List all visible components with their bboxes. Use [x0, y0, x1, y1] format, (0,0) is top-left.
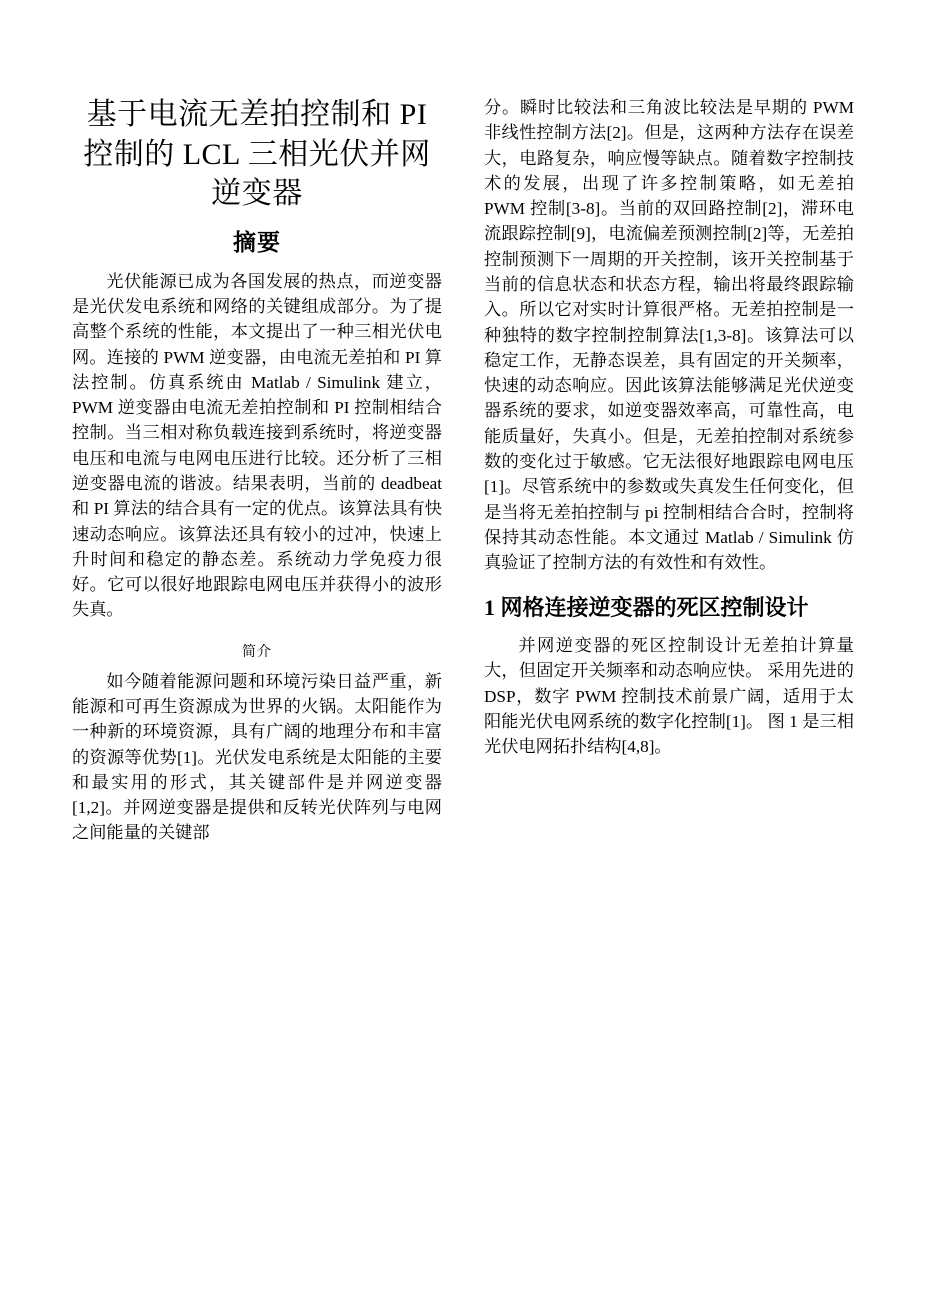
- abstract-heading: 摘要: [233, 229, 281, 255]
- section-1-heading: 1 网格连接逆变器的死区控制设计: [484, 595, 809, 621]
- introduction-heading: 简介: [242, 644, 272, 660]
- left-column: [72, 95, 442, 848]
- page-title: 基于电流无差拍控制和 PI 控制的 LCL 三相光伏并网逆变器: [83, 98, 431, 211]
- right-column: [484, 95, 854, 761]
- introduction-continued-paragraph: 分。瞬时比较法和三角波比较法是早期的 PWM 非线性控制方法[2]。但是，这两种方法存在误差大，电路复杂，响应慢等缺点。随着数字控制技术的发展，出现了许多控制策略，如无差拍 PWM 控制[3-8]。当前的双回路控制[2]，滞环电流跟踪控制[9]，电流偏差预测控制[2]等，无差拍控制预测下一周期的开关控制，该开关控制基于当前的信息状态和状态方程，输出将最终跟踪输入。所以它对实时计算很严格。无差拍控制是一种独特的数字控制控制算法[1,3-8]。该算法可以稳定工作，无静态误差，具有固定的开关频率，快速的动态响应。因此该算法能够满足光伏逆变器系统的要求，如逆变器效率高，可靠性高，电能质量好，失真小。但是，无差拍控制对系统参数的变化过于敏感。它无法很好地跟踪电网电压[1]。尽管系统中的参数或失真发生任何变化，但是当将无差拍控制与 pi 控制相结合合时，控制将保持其动态性能。本文通过 Matlab / Simulink 仿真验证了控制方法的有效性和有效性。: [484, 98, 854, 573]
- abstract-paragraph: 光伏能源已成为各国发展的热点，而逆变器是光伏发电系统和网络的关键组成部分。为了提高整个系统的性能，本文提出了一种三相光伏电网。连接的 PWM 逆变器，由电流无差拍和 PI 算法控制。仿真系统由 Matlab / Simulink 建立，PWM 逆变器由电流无差拍控制和 PI 控制相结合控制。当三相对称负载连接到系统时，将逆变器电压和电流与电网电压进行比较。还分析了三相逆变器电流的谐波。结果表明，当前的 deadbeat 和 PI 算法的结合具有一定的优点。该算法具有快速动态响应。该算法还具有较小的过冲，快速上升时间和稳定的静态差。系统动力学免疫力很好。它可以很好地跟踪电网电压并获得小的波形失真。: [72, 271, 442, 620]
- introduction-paragraph: 如今随着能源问题和环境污染日益严重，新能源和可再生资源成为世界的火锅。太阳能作为一种新的环境资源，具有广阔的地理分布和丰富的资源等优势[1]。光伏发电系统是太阳能的主要和最实用的形式，其关键部件是并网逆变器[1,2]。并网逆变器是提供和反转光伏阵列与电网之间能量的关键部: [72, 671, 442, 843]
- section-1-paragraph: 并网逆变器的死区控制设计无差拍计算量大，但固定开关频率和动态响应快。 采用先进的 DSP，数字 PWM 控制技术前景广阔，适用于太阳能光伏电网系统的数字化控制[1]。 图 1 是三相光伏电网拓扑结构[4,8]。: [484, 636, 854, 757]
- two-column-layout: [72, 95, 854, 1269]
